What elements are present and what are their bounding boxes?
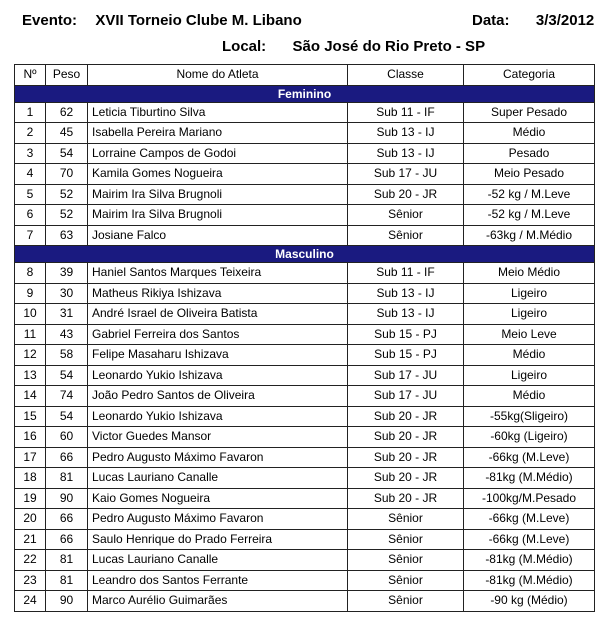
cell-classe: Sub 13 - IJ [348,283,464,304]
evento-label: Evento: [22,12,78,29]
section-title: Feminino [15,85,595,102]
cell-categoria: -52 kg / M.Leve [464,205,595,226]
cell-categoria: Meio Médio [464,263,595,284]
cell-peso: 30 [46,283,88,304]
table-row [15,406,595,427]
cell-categoria: Ligeiro [464,365,595,386]
cell-numero: 5 [15,184,46,205]
table-row [15,468,595,489]
table-row [15,164,595,185]
cell-classe: Sênior [348,529,464,550]
cell-peso: 66 [46,447,88,468]
cell-categoria: -60kg (Ligeiro) [464,427,595,448]
table-row [15,550,595,571]
cell-peso: 52 [46,205,88,226]
table-row [15,509,595,530]
cell-numero: 15 [15,406,46,427]
data-line [472,12,594,29]
cell-numero: 11 [15,324,46,345]
cell-classe: Sub 11 - IF [348,263,464,284]
cell-numero: 17 [15,447,46,468]
table-row [15,570,595,591]
cell-nome: Leticia Tiburtino Silva [88,102,348,123]
cell-classe: Sub 20 - JR [348,427,464,448]
cell-numero: 4 [15,164,46,185]
table-row [15,324,595,345]
cell-categoria: -81kg (M.Médio) [464,550,595,571]
cell-nome: Pedro Augusto Máximo Favaron [88,447,348,468]
cell-categoria: Meio Pesado [464,164,595,185]
cell-numero: 16 [15,427,46,448]
cell-categoria: Ligeiro [464,304,595,325]
cell-categoria: -55kg(Sligeiro) [464,406,595,427]
cell-classe: Sub 17 - JU [348,365,464,386]
table-row [15,205,595,226]
cell-peso: 54 [46,365,88,386]
cell-classe: Sub 20 - JR [348,447,464,468]
cell-nome: Pedro Augusto Máximo Favaron [88,509,348,530]
cell-nome: Kamila Gomes Nogueira [88,164,348,185]
cell-categoria: Ligeiro [464,283,595,304]
cell-peso: 52 [46,184,88,205]
cell-nome: Haniel Santos Marques Teixeira [88,263,348,284]
cell-peso: 60 [46,427,88,448]
cell-numero: 12 [15,345,46,366]
cell-peso: 31 [46,304,88,325]
cell-numero: 10 [15,304,46,325]
cell-peso: 90 [46,591,88,612]
cell-categoria: -90 kg (Médio) [464,591,595,612]
table-row [15,365,595,386]
cell-peso: 81 [46,550,88,571]
cell-nome: Marco Aurélio Guimarães [88,591,348,612]
cell-nome: Lucas Lauriano Canalle [88,468,348,489]
local-value: São José do Rio Preto - SP [292,38,486,55]
table-row [15,427,595,448]
cell-numero: 18 [15,468,46,489]
cell-nome: Victor Guedes Mansor [88,427,348,448]
col-header-categoria: Categoria [464,65,595,86]
cell-peso: 62 [46,102,88,123]
cell-numero: 7 [15,225,46,246]
cell-peso: 70 [46,164,88,185]
cell-classe: Sub 13 - IJ [348,304,464,325]
col-header-numero: Nº [15,65,46,86]
col-header-classe: Classe [348,65,464,86]
table-row [15,143,595,164]
cell-classe: Sub 17 - JU [348,164,464,185]
cell-numero: 9 [15,283,46,304]
cell-categoria: -81kg (M.Médio) [464,468,595,489]
cell-classe: Sub 20 - JR [348,406,464,427]
cell-peso: 54 [46,406,88,427]
section-header-feminino [15,85,595,102]
cell-categoria: -52 kg / M.Leve [464,184,595,205]
table-row [15,263,595,284]
table-row [15,447,595,468]
cell-peso: 45 [46,123,88,144]
cell-classe: Sênior [348,550,464,571]
cell-nome: Mairim Ira Silva Brugnoli [88,184,348,205]
cell-nome: Felipe Masaharu Ishizava [88,345,348,366]
cell-classe: Sub 20 - JR [348,468,464,489]
cell-categoria: Super Pesado [464,102,595,123]
cell-peso: 63 [46,225,88,246]
evento-value: XVII Torneio Clube M. Libano [95,12,302,29]
cell-peso: 90 [46,488,88,509]
cell-nome: Leonardo Yukio Ishizava [88,406,348,427]
cell-numero: 23 [15,570,46,591]
cell-numero: 6 [15,205,46,226]
cell-nome: Isabella Pereira Mariano [88,123,348,144]
cell-nome: Josiane Falco [88,225,348,246]
cell-peso: 43 [46,324,88,345]
cell-classe: Sub 11 - IF [348,102,464,123]
cell-categoria: -66kg (M.Leve) [464,529,595,550]
col-header-peso: Peso [46,65,88,86]
cell-numero: 19 [15,488,46,509]
cell-nome: João Pedro Santos de Oliveira [88,386,348,407]
table-header-row [15,65,595,86]
cell-nome: André Israel de Oliveira Batista [88,304,348,325]
cell-numero: 14 [15,386,46,407]
cell-nome: Saulo Henrique do Prado Ferreira [88,529,348,550]
cell-classe: Sub 15 - PJ [348,345,464,366]
cell-nome: Lorraine Campos de Godoi [88,143,348,164]
cell-numero: 3 [15,143,46,164]
evento-line [22,12,302,29]
cell-peso: 81 [46,468,88,489]
table-row [15,529,595,550]
local-label: Local: [222,38,267,55]
table-row [15,225,595,246]
cell-classe: Sênior [348,225,464,246]
cell-categoria: Meio Leve [464,324,595,345]
table-row [15,102,595,123]
data-label: Data: [472,12,510,29]
cell-classe: Sub 20 - JR [348,184,464,205]
table-row [15,184,595,205]
local-line [222,38,485,55]
cell-classe: Sub 17 - JU [348,386,464,407]
table-row [15,304,595,325]
cell-peso: 74 [46,386,88,407]
table-body [15,85,595,611]
cell-classe: Sub 15 - PJ [348,324,464,345]
cell-categoria: -81kg (M.Médio) [464,570,595,591]
cell-categoria: Médio [464,123,595,144]
cell-classe: Sub 13 - IJ [348,123,464,144]
cell-nome: Kaio Gomes Nogueira [88,488,348,509]
table-row [15,123,595,144]
table-row [15,386,595,407]
table-row [15,488,595,509]
cell-numero: 20 [15,509,46,530]
cell-numero: 24 [15,591,46,612]
col-header-nome: Nome do Atleta [88,65,348,86]
cell-peso: 54 [46,143,88,164]
cell-nome: Gabriel Ferreira dos Santos [88,324,348,345]
cell-categoria: -100kg/M.Pesado [464,488,595,509]
cell-peso: 66 [46,529,88,550]
cell-numero: 1 [15,102,46,123]
cell-nome: Leandro dos Santos Ferrante [88,570,348,591]
section-header-masculino [15,246,595,263]
table-row [15,345,595,366]
section-title: Masculino [15,246,595,263]
cell-classe: Sênior [348,570,464,591]
cell-numero: 22 [15,550,46,571]
cell-nome: Leonardo Yukio Ishizava [88,365,348,386]
cell-peso: 81 [46,570,88,591]
cell-classe: Sub 20 - JR [348,488,464,509]
cell-classe: Sênior [348,509,464,530]
cell-categoria: Médio [464,386,595,407]
data-value: 3/3/2012 [535,12,595,29]
cell-peso: 58 [46,345,88,366]
cell-numero: 2 [15,123,46,144]
cell-categoria: -63kg / M.Médio [464,225,595,246]
athletes-table [14,64,595,612]
table-row [15,591,595,612]
cell-peso: 39 [46,263,88,284]
cell-nome: Mairim Ira Silva Brugnoli [88,205,348,226]
cell-categoria: Pesado [464,143,595,164]
cell-categoria: -66kg (M.Leve) [464,509,595,530]
table-row [15,283,595,304]
cell-classe: Sênior [348,205,464,226]
cell-nome: Matheus Rikiya Ishizava [88,283,348,304]
cell-numero: 21 [15,529,46,550]
cell-classe: Sub 13 - IJ [348,143,464,164]
cell-peso: 66 [46,509,88,530]
cell-classe: Sênior [348,591,464,612]
cell-numero: 13 [15,365,46,386]
cell-numero: 8 [15,263,46,284]
cell-nome: Lucas Lauriano Canalle [88,550,348,571]
cell-categoria: Médio [464,345,595,366]
cell-categoria: -66kg (M.Leve) [464,447,595,468]
